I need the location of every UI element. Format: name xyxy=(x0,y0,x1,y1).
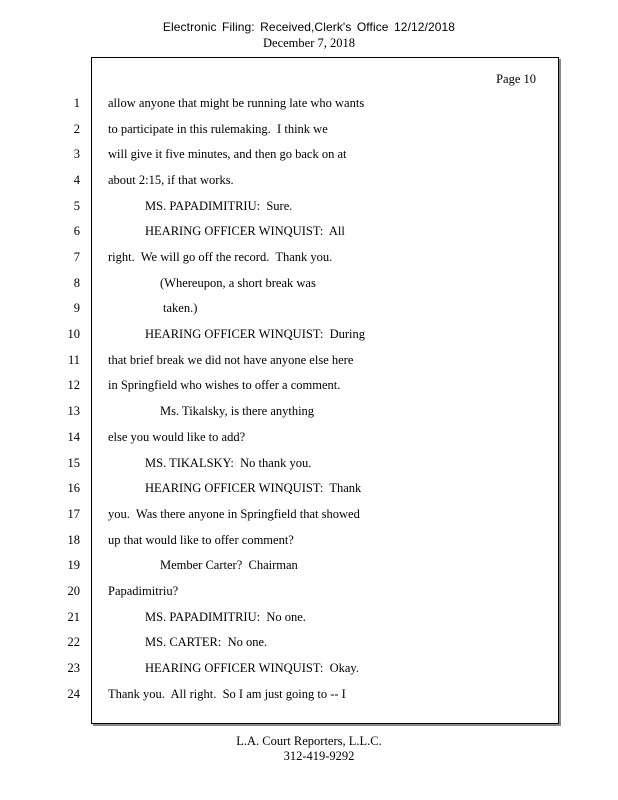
line-text: you. Was there anyone in Springfield that showed xyxy=(108,507,360,521)
line-text: MS. TIKALSKY: No thank you. xyxy=(145,456,312,470)
page-number: Page 10 xyxy=(496,72,536,86)
line-text: HEARING OFFICER WINQUIST: All xyxy=(145,224,345,238)
line-number: 21 xyxy=(67,610,80,624)
line-number: 7 xyxy=(73,250,80,264)
line-number: 1 xyxy=(73,96,80,110)
line-number: 11 xyxy=(67,353,80,367)
court-reporter-phone: 312-419-9292 xyxy=(283,749,355,763)
line-text: MS. PAPADIMITRIU: Sure. xyxy=(145,199,293,213)
line-number: 19 xyxy=(67,558,80,572)
line-text: HEARING OFFICER WINQUIST: During xyxy=(145,327,365,341)
line-text: up that would like to offer comment? xyxy=(108,533,294,547)
line-number: 12 xyxy=(67,378,80,392)
line-text: taken.) xyxy=(163,301,198,315)
hearing-date: December 7, 2018 xyxy=(263,36,355,50)
line-number: 24 xyxy=(67,687,80,701)
line-text: HEARING OFFICER WINQUIST: Thank xyxy=(145,481,362,495)
line-number: 13 xyxy=(67,404,80,418)
line-text: MS. PAPADIMITRIU: No one. xyxy=(145,610,306,624)
line-text: (Whereupon, a short break was xyxy=(160,276,316,290)
line-text: will give it five minutes, and then go back on at xyxy=(108,147,347,161)
line-number: 14 xyxy=(67,430,80,444)
line-text: allow anyone that might be running late who wants xyxy=(108,96,365,110)
line-number: 15 xyxy=(67,456,80,470)
line-number: 9 xyxy=(73,301,80,315)
line-text: Thank you. All right. So I am just going to -- I xyxy=(108,687,346,701)
line-text: that brief break we did not have anyone else here xyxy=(108,353,354,367)
line-number: 17 xyxy=(67,507,80,521)
line-number: 23 xyxy=(67,661,80,675)
line-number: 6 xyxy=(73,224,80,238)
line-number: 10 xyxy=(67,327,80,341)
line-number: 20 xyxy=(67,584,80,598)
line-number: 22 xyxy=(67,635,80,649)
line-number: 16 xyxy=(67,481,80,495)
line-number: 2 xyxy=(73,122,80,136)
line-text: Papadimitriu? xyxy=(108,584,179,598)
line-number: 18 xyxy=(67,533,80,547)
line-number: 3 xyxy=(73,147,80,161)
court-reporter-name: L.A. Court Reporters, L.L.C. xyxy=(236,734,382,748)
line-text: to participate in this rulemaking. I think we xyxy=(108,122,328,136)
line-number: 5 xyxy=(73,199,80,213)
line-text: about 2:15, if that works. xyxy=(108,173,234,187)
filing-stamp: Electronic Filing: Received,Clerk's Office 12/12/2018 xyxy=(162,20,456,34)
line-text: else you would like to add? xyxy=(108,430,246,444)
line-text: Member Carter? Chairman xyxy=(160,558,298,572)
line-text: Ms. Tikalsky, is there anything xyxy=(160,404,315,418)
line-text: in Springfield who wishes to offer a comment. xyxy=(108,378,341,392)
line-text: HEARING OFFICER WINQUIST: Okay. xyxy=(145,661,359,675)
line-text: MS. CARTER: No one. xyxy=(145,635,268,649)
line-number: 8 xyxy=(73,276,80,290)
line-text: right. We will go off the record. Thank you. xyxy=(108,250,333,264)
line-number: 4 xyxy=(73,173,80,187)
